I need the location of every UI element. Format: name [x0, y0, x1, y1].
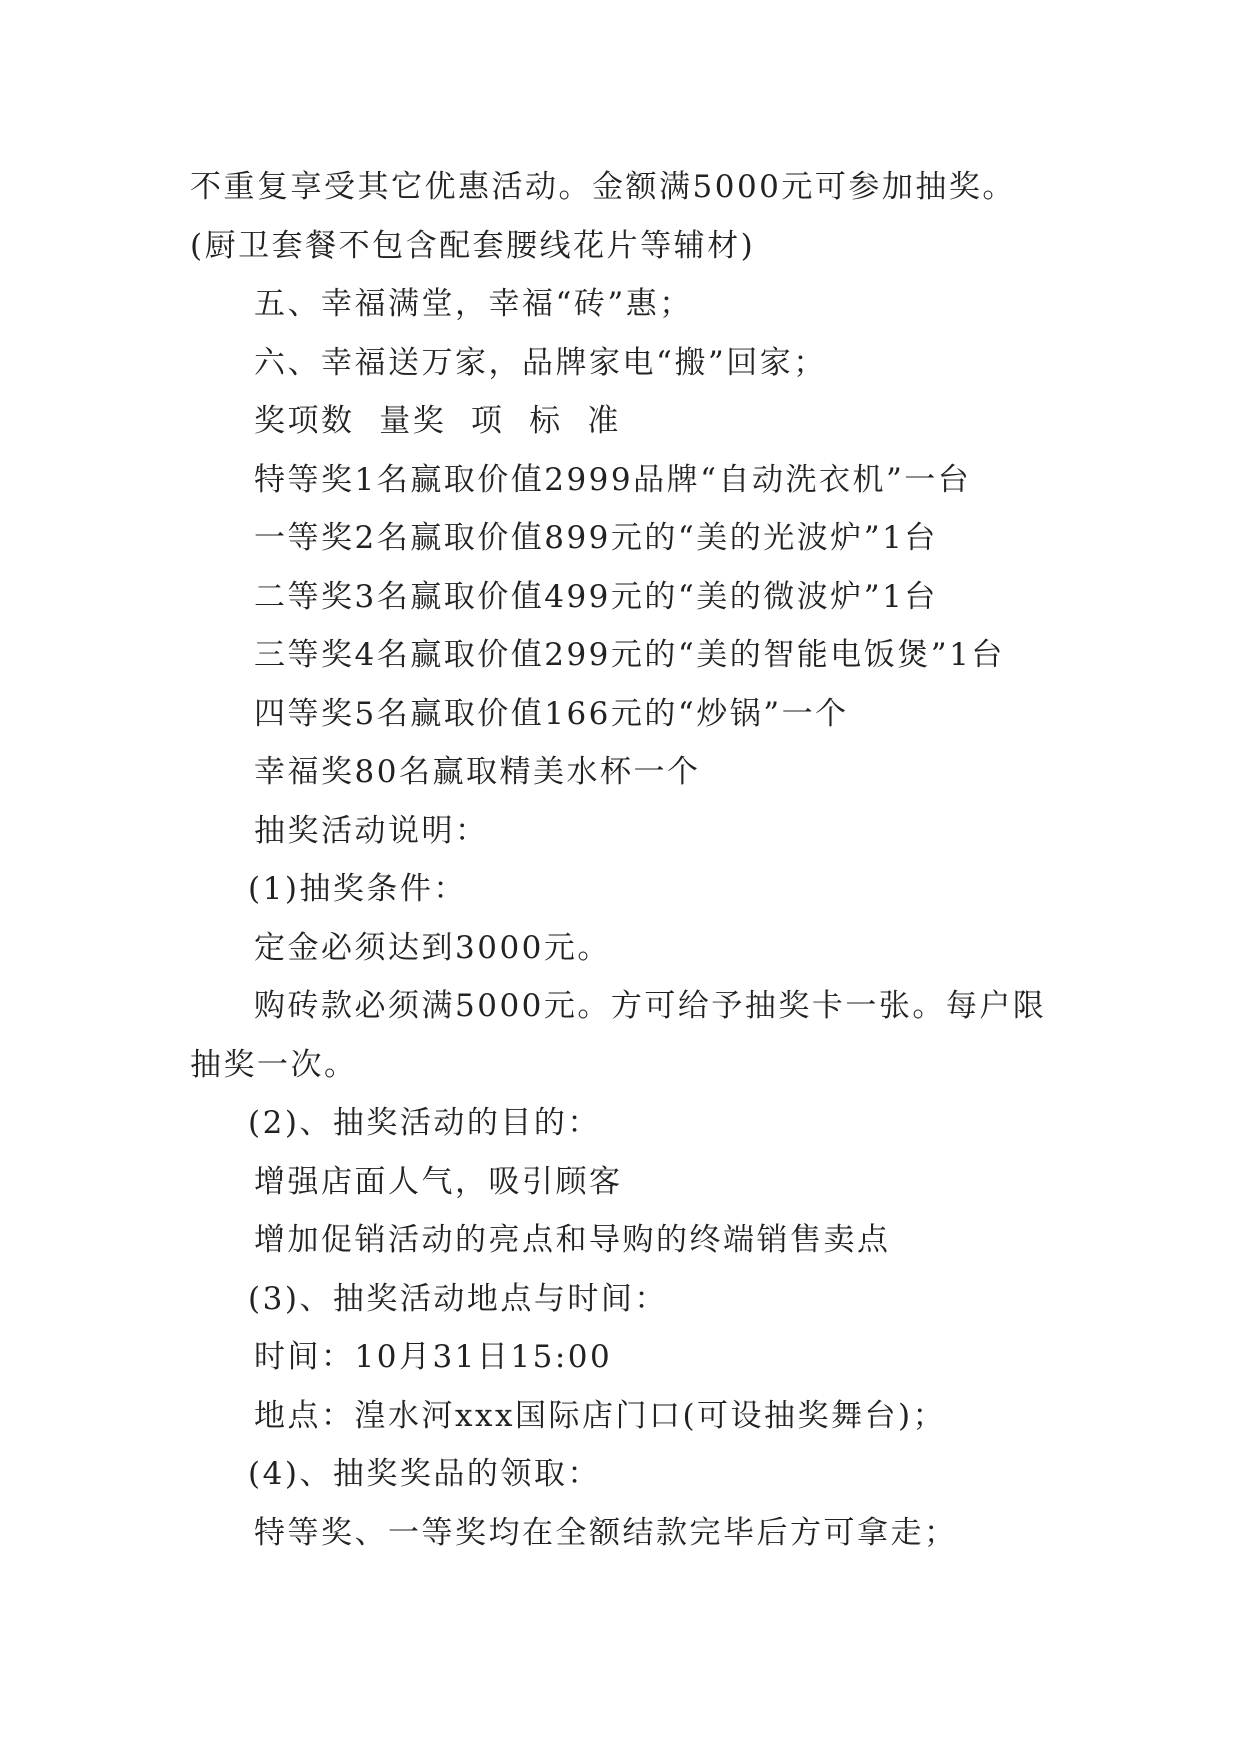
paragraph-item-six: 六、幸福送万家，品牌家电“搬”回家；: [254, 344, 827, 381]
condition-deposit: 定金必须达到3000元。: [254, 929, 611, 966]
lottery-place-time-heading: (3)、抽奖活动地点与时间：: [248, 1280, 668, 1317]
document-body: [190, 158, 1055, 1562]
purpose-highlights: 增加促销活动的亮点和导购的终端销售卖点: [254, 1222, 891, 1258]
condition-purchase: 购砖款必须满5000元。方可给予抽奖卡一张。每户限抽奖一次。: [190, 988, 1047, 1083]
paragraph-item-five: 五、幸福满堂，幸福“砖”惠；: [254, 286, 693, 322]
prize-happiness: 幸福奖80名赢取精美水杯一个: [254, 754, 701, 790]
paragraph-lottery-eligibility: 不重复享受其它优惠活动。金额满5000元可参加抽奖。(厨卫套餐不包含配套腰线花片等辅材): [190, 169, 1016, 264]
prize-collection-rule: 特等奖、一等奖均在全额结款完毕后方可拿走；: [254, 1514, 958, 1551]
prize-fourth: 四等奖5名赢取价值166元的“炒锅”一个: [254, 695, 849, 732]
prize-table-header: 奖项数 量奖 项 标 准: [254, 403, 621, 439]
prize-first: 一等奖2名赢取价值899元的“美的光波炉”1台: [254, 520, 938, 556]
lottery-purpose-heading: (2)、抽奖活动的目的：: [248, 1105, 601, 1141]
prize-special: 特等奖1名赢取价值2999品牌“自动洗衣机”一台: [254, 461, 972, 498]
prize-collection-heading: (4)、抽奖奖品的领取：: [248, 1456, 601, 1492]
prize-third: 三等奖4名赢取价值299元的“美的智能电饭煲”1台: [254, 637, 1005, 673]
lottery-conditions-heading: (1)抽奖条件：: [248, 871, 467, 907]
purpose-popularity: 增强店面人气，吸引顾客: [254, 1163, 623, 1200]
prize-second: 二等奖3名赢取价值499元的“美的微波炉”1台: [254, 578, 938, 615]
lottery-time: 时间：10月31日15:00: [254, 1339, 613, 1375]
lottery-location: 地点：湟水河xxx国际店门口(可设抽奖舞台)；: [254, 1397, 947, 1434]
lottery-description-heading: 抽奖活动说明：: [254, 812, 489, 849]
